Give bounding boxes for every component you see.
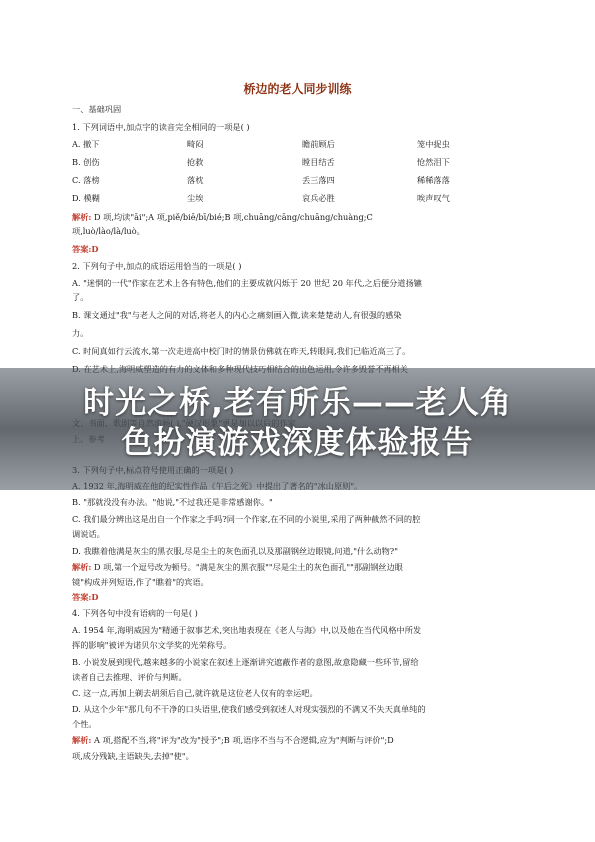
q4-option-c: C. 这一点,再加上剃去胡须后自己,就许就是这位老人仅有的幸运吧。 (72, 688, 318, 698)
question-2: 2. 下列句子中,加点的成语运用恰当的一项是( ) (72, 261, 242, 271)
q1-option-c: C. 落榜 落枕 丢三落四 稀稀落落 (72, 175, 450, 185)
q3-option-c-cont: 调说话。 (72, 529, 105, 539)
q3-option-d: D. 我瞧着他满是灰尘的黑衣服,尽是尘土的灰色面孔以及那副钢丝边眼镜,问道,"什么动物?" (72, 546, 398, 556)
q3-answer: 答案:D (72, 592, 99, 602)
q1-option-a: A. 撤下 畸闷 瞻前顾后 笼中捉虫 (72, 139, 450, 149)
q2-option-a: A. "迷惘的一代"作家在艺术上各有特色,他们的主要成就闪烁于 20 世纪 20 年代,之后便分道扬镳 (72, 278, 422, 288)
q4-option-b: B. 小说发展到现代,越来越多的小说家在叙述上逐渐讲究遮蔽作者的意图,故意隐藏一些环节,留给 (72, 657, 419, 667)
q3-explanation: 解析: D 项,第一个逗号改为顿号。"满是灰尘的黑衣服""尽是尘土的灰色面孔""那副钢丝边眼 (72, 562, 403, 572)
q2-option-b: B. 课文通过"我"与老人之间的对话,将老人的内心之痛刻画入微,读来楚楚动人,有很强的感染 (72, 310, 402, 320)
question-4: 4. 下列各句中没有语病的一句是( ) (72, 608, 198, 618)
q1-option-d: D. 模糊 尘埃 哀兵必胜 唉声叹气 (72, 193, 450, 203)
question-1: 1. 下列词语中,加点字的读音完全相同的一项是( ) (72, 122, 250, 132)
q3-option-b: B. "那就没没有办法。"他说,"不过我还是非常感谢你。" (72, 497, 273, 507)
section-heading: 一、基础巩固 (72, 104, 122, 114)
q2-option-a-cont: 了。 (72, 292, 89, 302)
q4-option-a: A. 1954 年,海明威因为"精通于叙事艺术,突出地表现在《老人与海》中,以及他在当代风格中所发 (72, 625, 422, 635)
q4-option-b-cont: 读者自己去推理、评价与判断。 (72, 672, 187, 682)
q3-explanation-cont: 镜"构成并列短语,作了"瞧着"的宾语。 (72, 577, 209, 587)
q1-explanation-cont: 项,luò/lào/là/luò。 (72, 226, 145, 236)
q3-option-c: C. 我们最分辨出这是出自一个作家之手吗?同一个作家,在不同的小说里,采用了两种截然不同的腔 (72, 514, 421, 524)
banner-title-line1: 时光之桥,老有所乐——老人角 (83, 385, 512, 421)
q1-explanation: 解析: D 项,均读"āi";A 项,piě/biē/bī/bié;B 项,chuāng/cāng/chuāng/chuàng;C (72, 212, 373, 222)
q2-option-b-cont: 力。 (72, 328, 89, 338)
q1-option-b: B. 创伤 抢救 瞠目结舌 怆然泪下 (72, 157, 450, 167)
banner-title (0, 383, 595, 463)
document-title: 桥边的老人同步训练 (243, 82, 352, 96)
q4-option-d-cont: 个性。 (72, 719, 97, 729)
q4-option-a-cont: 挥的影响"被评为诺贝尔文学奖的光荣称号。 (72, 640, 232, 650)
banner-title-line2: 色扮演游戏深度体验报告 (121, 425, 474, 461)
q2-option-c: C. 时间真如行云流水,第一次走进高中校门时的情景仿佛就在昨天,转眼间,我们已临近高三了。 (72, 346, 411, 356)
q4-option-d: D. 从这个少年"那几句不干净的口头语里,使我们感受到叙述人对现实强烈的不满又不失天真单纯的 (72, 704, 426, 714)
q4-explanation-cont: 项,成分残缺,主语缺失,去掉"使"。 (72, 751, 194, 761)
q4-explanation: 解析: A 项,搭配不当,将"评为"改为"授予";B 项,语序不当与不合逻辑,应为"判断与评价";D (72, 735, 394, 745)
q1-answer: 答案:D (72, 244, 99, 254)
